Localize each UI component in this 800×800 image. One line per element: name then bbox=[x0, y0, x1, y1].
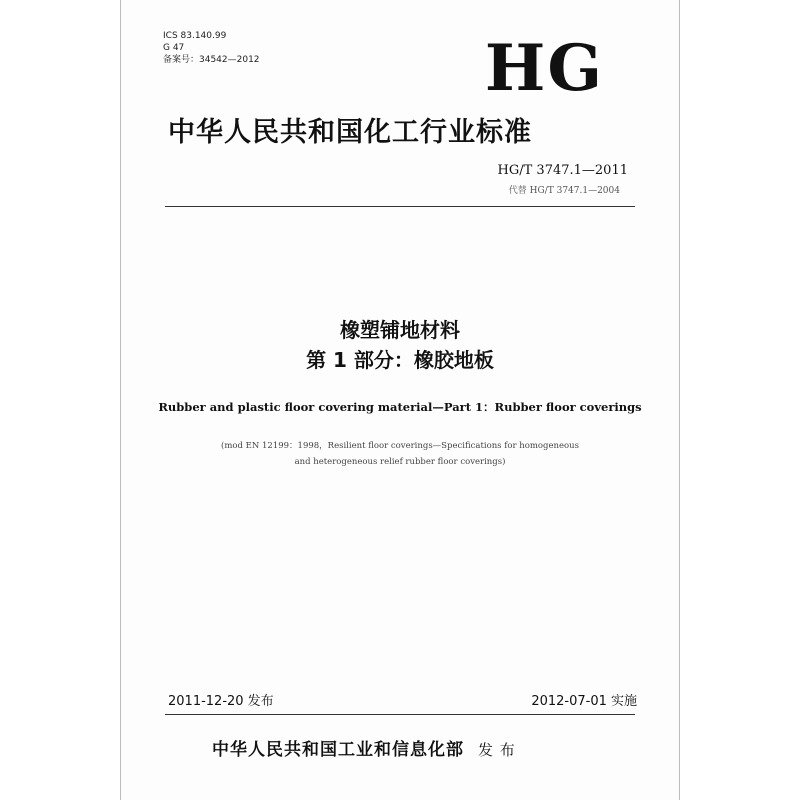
implementation-date: 2012-07-01 实施 bbox=[531, 694, 637, 709]
replaces-standard: 代替 HG/T 3747.1—2004 bbox=[508, 186, 620, 196]
ccs-code: G 47 bbox=[163, 43, 185, 53]
record-number: 备案号：34542—2012 bbox=[163, 55, 260, 65]
ics-code: ICS 83.140.99 bbox=[163, 31, 227, 41]
modification-note-line2: and heterogeneous relief rubber floor coverings) bbox=[294, 457, 506, 467]
modification-note-line1: (mod EN 12199：1998，Resilient floor coverings—Specifications for homogeneous bbox=[221, 441, 579, 451]
publisher-name: 中华人民共和国工业和信息化部 bbox=[212, 740, 464, 760]
hg-logo: HG bbox=[484, 31, 604, 106]
publisher-suffix: 发 布 bbox=[478, 741, 516, 759]
document-subtitle: 第 1 部分：橡胶地板 bbox=[306, 348, 494, 372]
organization-title: 中华人民共和国化工行业标准 bbox=[168, 117, 532, 148]
header-divider bbox=[165, 206, 635, 207]
footer-divider bbox=[165, 714, 635, 715]
document-title: 橡塑铺地材料 bbox=[340, 318, 460, 342]
standard-number: HG/T 3747.1—2011 bbox=[497, 163, 628, 178]
issue-date: 2011-12-20 发布 bbox=[168, 694, 274, 709]
classification-block bbox=[163, 30, 260, 66]
publisher bbox=[212, 735, 516, 760]
english-title: Rubber and plastic floor covering material—Part 1：Rubber floor coverings bbox=[158, 400, 642, 414]
